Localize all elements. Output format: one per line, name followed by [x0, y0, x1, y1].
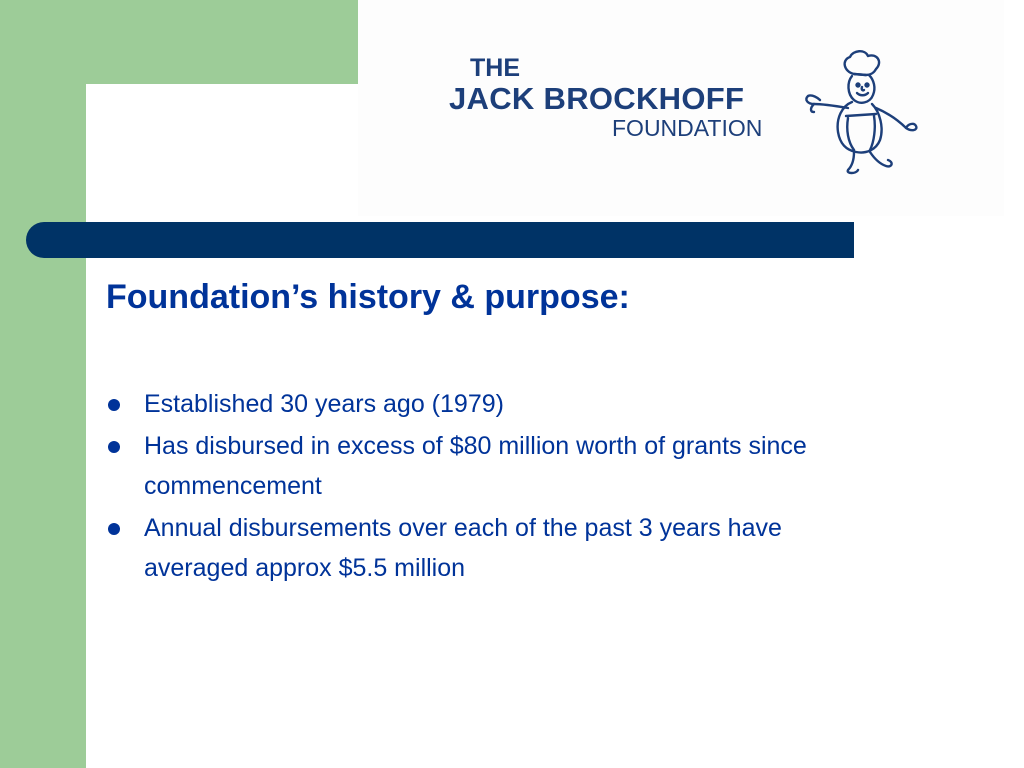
bullet-text: Established 30 years ago (1979): [144, 390, 504, 418]
bullet-icon: [108, 399, 120, 411]
logo-line-name: JACK BROCKHOFF: [449, 81, 745, 116]
chef-icon: [794, 48, 928, 178]
green-top-accent: [0, 0, 358, 84]
slide-title: Foundation’s history & purpose:: [106, 278, 630, 316]
bullet-icon: [108, 523, 120, 535]
green-sidebar-accent: [0, 0, 86, 768]
list-item: [104, 508, 824, 588]
bullet-text: Has disbursed in excess of $80 million worth of grants since commencement: [144, 432, 807, 500]
list-item: [104, 426, 824, 506]
logo-line-foundation: FOUNDATION: [612, 115, 763, 141]
bullet-list: [104, 384, 824, 590]
bullet-text: Annual disbursements over each of the past 3 years have averaged approx $5.5 million: [144, 514, 782, 582]
bullet-icon: [108, 441, 120, 453]
title-divider-bar: [26, 222, 854, 258]
list-item: [104, 384, 824, 424]
logo-line-the: THE: [470, 54, 520, 82]
